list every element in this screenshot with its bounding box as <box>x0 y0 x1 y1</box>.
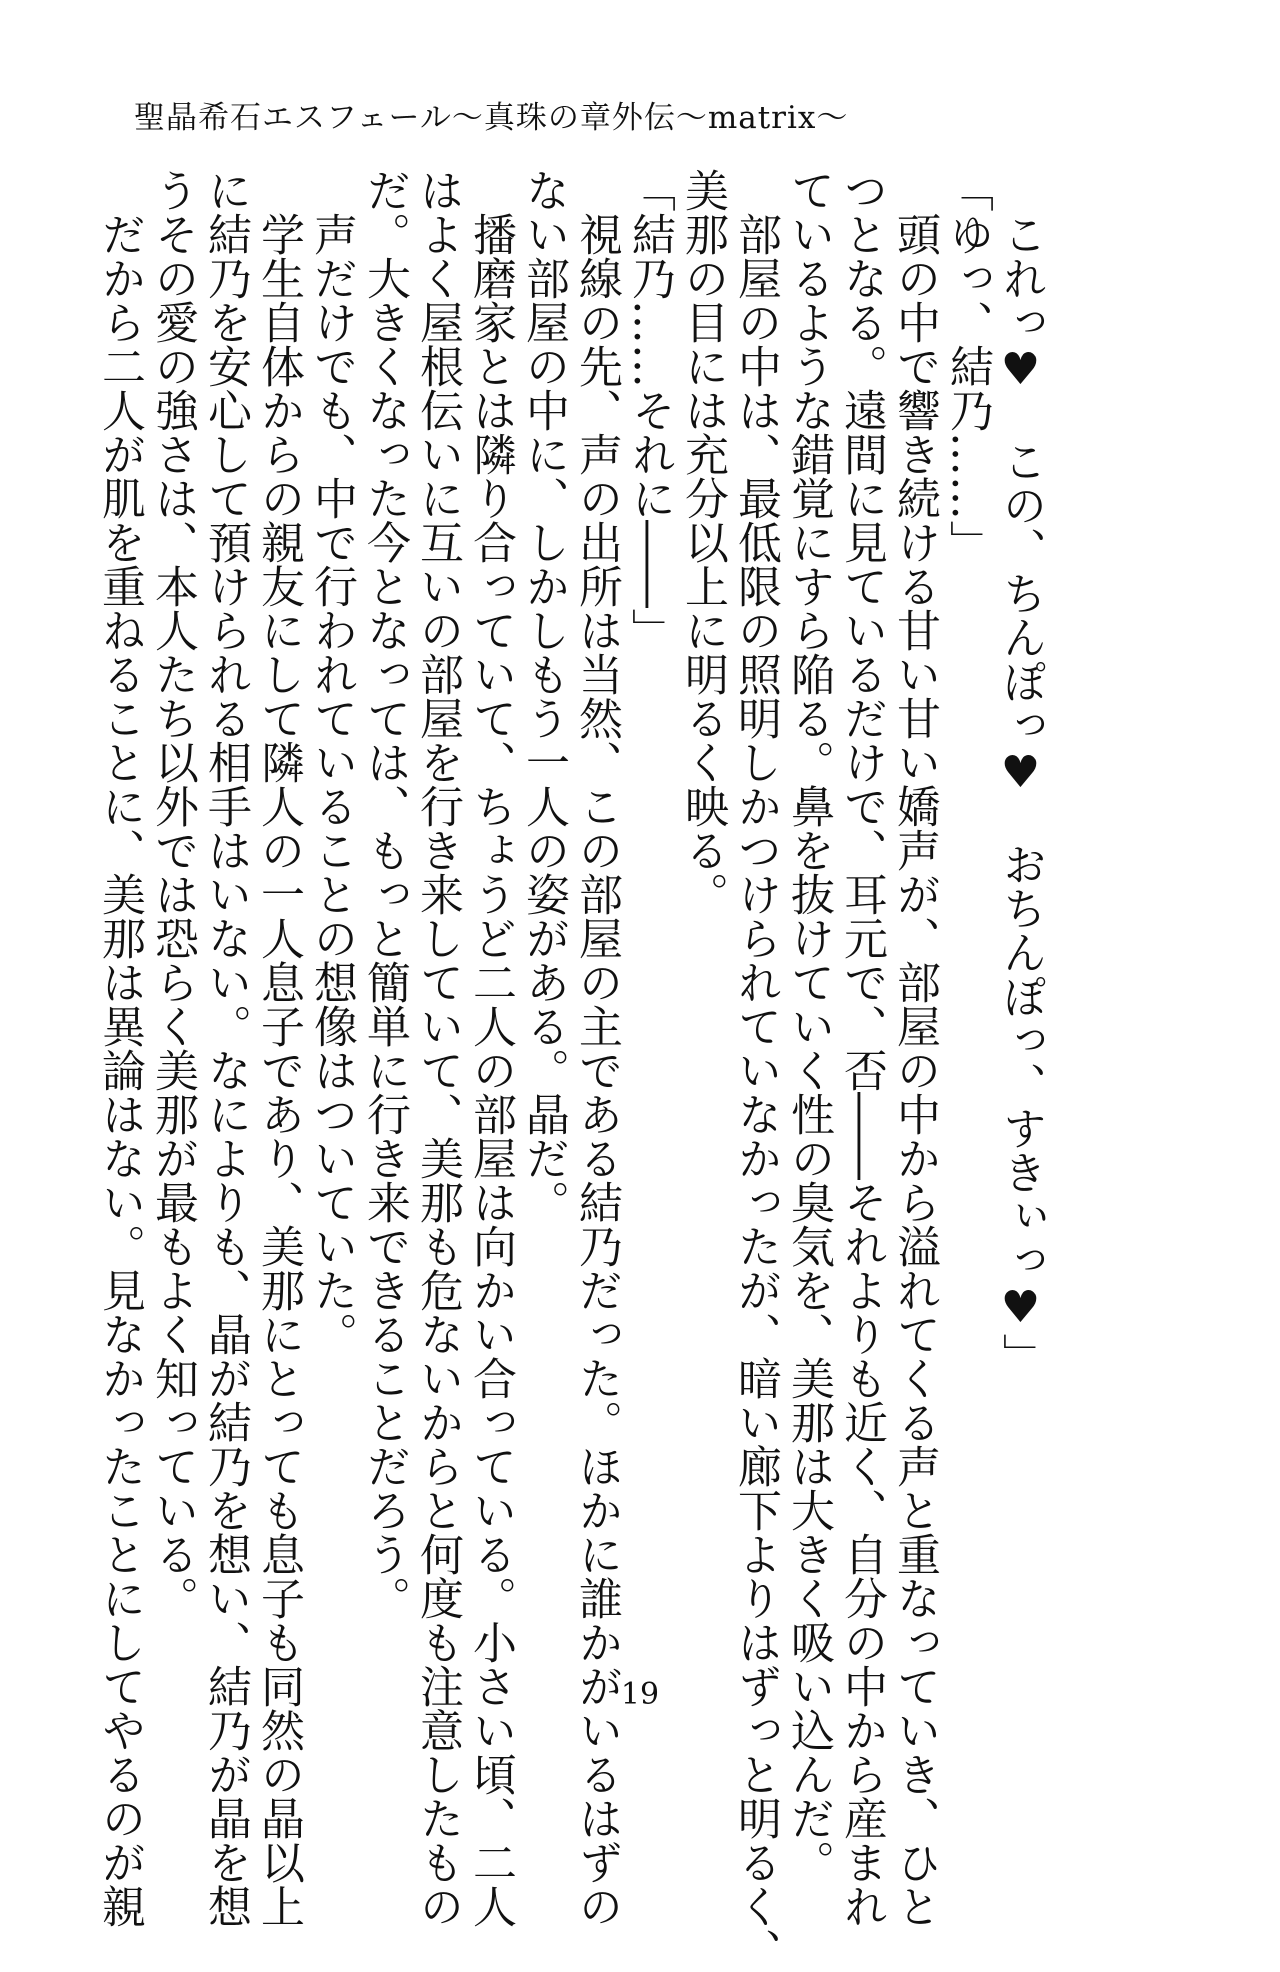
text-line: 声だけでも、中で行われていることの想像はついていた。 <box>306 212 357 1356</box>
text-line: ない部屋の中に、しかしもう一人の姿がある。晶だ。 <box>518 168 569 1224</box>
text-line: 頭の中で響き続ける甘い甘い嬌声が、部屋の中から溢れてくる声と重なっていき、ひと <box>889 212 940 1928</box>
text-line: 部屋の中は、最低限の照明しかつけられていなかったが、暗い廊下よりはずっと明るく、 <box>730 212 781 1972</box>
text-line: はよく屋根伝いに互いの部屋を行き来していて、美那も危ないからと何度も注意したもの <box>412 168 463 1928</box>
text-line: つとなる。遠間に見ているだけで、耳元で、否――それよりも近く、自分の中から産まれ <box>836 168 887 1928</box>
text-line: 播磨家とは隣り合っていて、ちょうど二人の部屋は向かい合っている。小さい頃、二人 <box>465 212 516 1928</box>
text-line: 「結乃……それに――」 <box>624 168 675 652</box>
running-header-title: 聖晶希石エスフェール〜真珠の章外伝〜matrix〜 <box>134 100 849 136</box>
page-number: 19 <box>620 1677 660 1712</box>
text-line: だ。大きくなった今となっては、もっと簡単に行き来できることだろう。 <box>359 168 410 1620</box>
text-line: これっ♥ この、ちんぽっ♥ おちんぽっ、すきぃっ♥」 <box>995 212 1046 1377</box>
text-line: うその愛の強さは、本人たち以外では恐らく美那が最もよく知っている。 <box>147 168 198 1620</box>
text-line: 「ゆっ、結乃……」 <box>942 168 993 564</box>
text-line: だから二人が肌を重ねることに、美那は異論はない。見なかったことにしてやるのが親 <box>94 212 145 1928</box>
text-line: ているような錯覚にすら陥る。鼻を抜けていく性の臭気を、美那は大きく吸い込んだ。 <box>783 168 834 1884</box>
text-line: 学生自体からの親友にして隣人の一人息子であり、美那にとっても息子も同然の晶以上 <box>253 212 304 1928</box>
text-line: 視線の先、声の出所は当然、この部屋の主である結乃だった。ほかに誰かがいるはずの <box>571 212 622 1928</box>
text-line: 美那の目には充分以上に明るく映る。 <box>677 168 728 916</box>
text-line: に結乃を安心して預けられる相手はいない。なによりも、晶が結乃を想い、結乃が晶を想 <box>200 168 251 1928</box>
